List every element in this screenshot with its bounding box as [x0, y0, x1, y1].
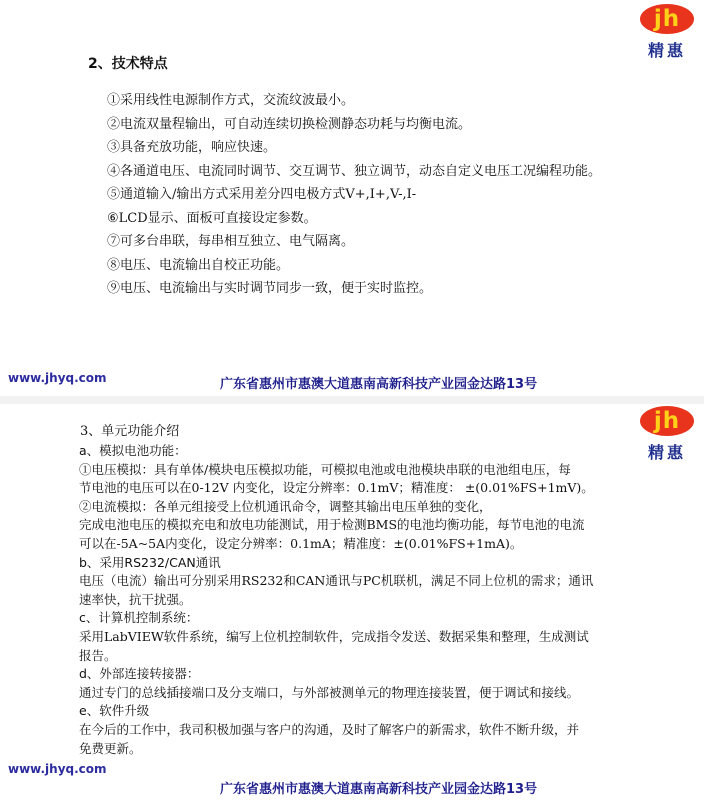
feature-item: ⑧电压、电流输出自校正功能。: [107, 257, 290, 273]
subsection-heading: b、采用RS232/CAN通讯: [79, 554, 221, 570]
feature-item: ⑥LCD显示、面板可直接设定参数。: [107, 210, 317, 226]
body-text-line: 报告。: [79, 647, 117, 663]
subsection-heading: c、计算机控制系统：: [79, 610, 199, 626]
jh-logo: [638, 4, 698, 64]
body-text-line: 通过专门的总线插接端口及分支端口，与外部被测单元的物理连接装置，便于调试和接线。: [79, 684, 580, 700]
slide-separator: [0, 396, 704, 404]
body-text-line: 速率快，抗干扰强。: [79, 591, 192, 607]
feature-item: ⑦可多台串联，每串相互独立、电气隔离。: [107, 234, 355, 249]
footer-address: 广东省惠州市惠澳大道惠南高新科技产业园金达路13号: [220, 377, 538, 392]
features-list: [107, 89, 601, 301]
body-text-line: 节电池的电压可以在0-12V 内变化，设定分辨率：0.1mV；精准度： ±(0.01%FS+1mV)。: [79, 480, 594, 496]
body-text-line: 可以在-5A~5A内变化，设定分辨率：0.1mA；精准度：±(0.01%FS+1mA)。: [79, 535, 523, 551]
feature-item: ⑤通道输入/输出方式采用差分四电极方式V+,I+,V-,I-: [107, 187, 417, 202]
feature-item: ①采用线性电源制作方式，交流纹波最小。: [107, 93, 355, 108]
logo-letters: jh: [653, 6, 681, 32]
body-text-line: 电压（电流）输出可分别采用RS232和CAN通讯与PC机联机，满足不同上位机的需求；通讯: [79, 573, 594, 589]
slide-technical-features: [0, 0, 704, 396]
body-text-line: 在今后的工作中，我司积极加强与客户的沟通，及时了解客户的新需求，软件不断升级，并: [79, 721, 580, 737]
body-text-line: ②电流模拟：各单元组接受上位机通讯命令，调整其输出电压单独的变化，: [79, 498, 492, 514]
subsection-heading: a、模拟电池功能：: [79, 443, 187, 458]
logo-letters: jh: [653, 408, 681, 434]
unit-functions-body: [79, 442, 671, 758]
subsection-heading: d、外部连接转接器：: [79, 666, 200, 682]
feature-item: ③具备充放功能，响应快速。: [107, 140, 277, 155]
body-text-line: ①电压模拟：具有单体/模块电压模拟功能，可模拟电池或电池模块串联的电池组电压，每: [79, 461, 571, 477]
feature-item: ②电流双量程输出，可自动连续切换检测静态功耗与均衡电流。: [107, 116, 472, 132]
section-title: 3、单元功能介绍: [80, 424, 180, 439]
body-text-line: 完成电池电压的模拟充电和放电功能测试，用于检测BMS的电池均衡功能，每节电池的电流: [79, 517, 585, 533]
section-title: 2、技术特点: [88, 56, 168, 72]
subsection-heading: e、软件升级: [79, 703, 150, 719]
footer-address: 广东省惠州市惠澳大道惠南高新科技产业园金达路13号: [220, 782, 538, 797]
logo-company-name: 精惠: [647, 443, 686, 462]
footer-url: www.jhyq.com: [8, 371, 107, 385]
body-text-line: 采用LabVIEW软件系统，编写上位机控制软件，完成指令发送、数据采集和整理，生成测试: [79, 628, 589, 644]
logo-company-name: 精惠: [647, 41, 686, 60]
footer-url: www.jhyq.com: [8, 762, 107, 776]
slide-unit-functions: [0, 404, 704, 801]
body-text-line: 免费更新。: [79, 740, 142, 756]
feature-item: ④各通道电压、电流同时调节、交互调节、独立调节，动态自定义电压工况编程功能。: [107, 163, 602, 179]
feature-item: ⑨电压、电流输出与实时调节同步一致，便于实时监控。: [107, 281, 433, 296]
